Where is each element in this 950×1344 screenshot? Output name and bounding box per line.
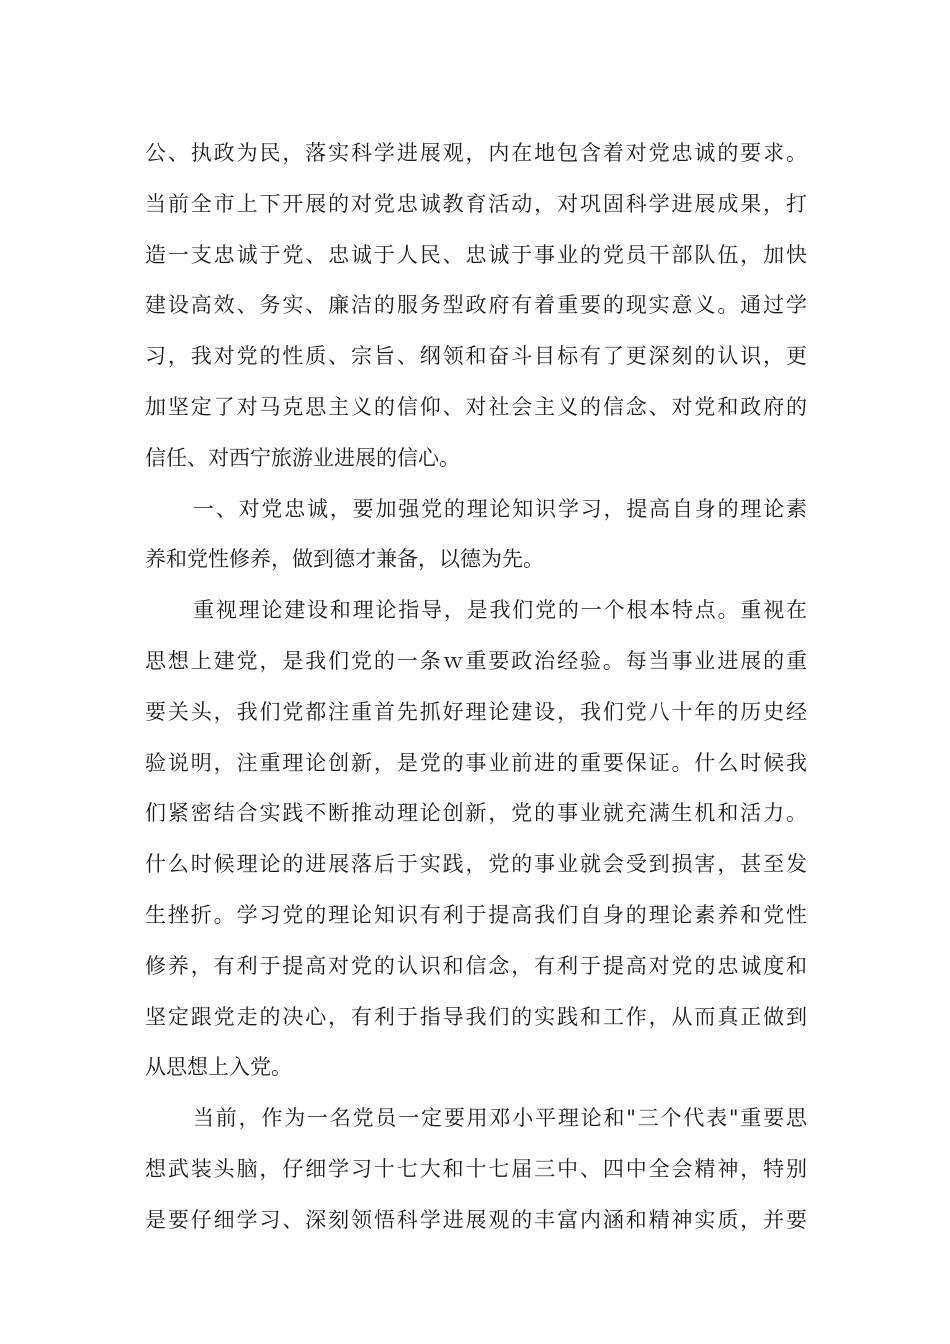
text-line: 公、执政为民，落实科学进展观，内在地包含着对党忠诚的要求。 <box>145 141 807 165</box>
text-line: 习，我对党的性质、宗旨、纲领和奋斗目标有了更深刻的认识，更 <box>145 344 807 369</box>
text-line: 验说明，注重理论创新，是党的事业前进的重要保证。什么时候我 <box>145 750 807 775</box>
text-line: 重视理论建设和理论指导，是我们党的一个根本特点。重视在 <box>193 598 807 623</box>
text-line: 从思想上入党。 <box>145 1055 292 1080</box>
text-line: 坚定跟党走的决心，有利于指导我们的实践和工作，从而真正做到 <box>145 1004 807 1029</box>
text-line: 修养，有利于提高对党的认识和信念，有利于提高对党的忠诚度和 <box>145 953 807 978</box>
text-line: 是要仔细学习、深刻领悟科学进展观的丰富内涵和精神实质，并要 <box>145 1207 807 1232</box>
text-line: 造一支忠诚于党、忠诚于人民、忠诚于事业的党员干部队伍，加快 <box>145 242 807 267</box>
text-line: 当前，作为一名党员一定要用邓小平理论和"三个代表"重要思 <box>193 1106 807 1131</box>
text-line: 想武装头脑，仔细学习十七大和十七届三中、四中全会精神，特别 <box>145 1156 807 1181</box>
text-line: 什么时候理论的进展落后于实践，党的事业就会受到损害，甚至发 <box>145 852 807 877</box>
text-line: 一、对党忠诚，要加强党的理论知识学习，提高自身的理论素 <box>193 496 807 521</box>
document-body <box>145 128 807 1246</box>
text-line: 们紧密结合实践不断推动理论创新，党的事业就充满生机和活力。 <box>145 801 807 826</box>
text-line: 生挫折。学习党的理论知识有利于提高我们自身的理论素养和党性 <box>145 902 807 927</box>
text-line: 养和党性修养，做到德才兼备，以德为先。 <box>145 547 544 572</box>
text-line: 加坚定了对马克思主义的信仰、对社会主义的信念、对党和政府的 <box>145 394 807 419</box>
text-line: 信任、对西宁旅游业进展的信心。 <box>145 445 460 470</box>
text-line: 建设高效、务实、廉洁的服务型政府有着重要的现实意义。通过学 <box>145 293 807 318</box>
text-line: 要关头，我们党都注重首先抓好理论建设，我们党八十年的历史经 <box>145 699 807 724</box>
text-line: 当前全市上下开展的对党忠诚教育活动，对巩固科学进展成果，打 <box>145 191 807 216</box>
text-line: 思想上建党，是我们党的一条ｗ重要政治经验。每当事业进展的重 <box>145 648 807 673</box>
